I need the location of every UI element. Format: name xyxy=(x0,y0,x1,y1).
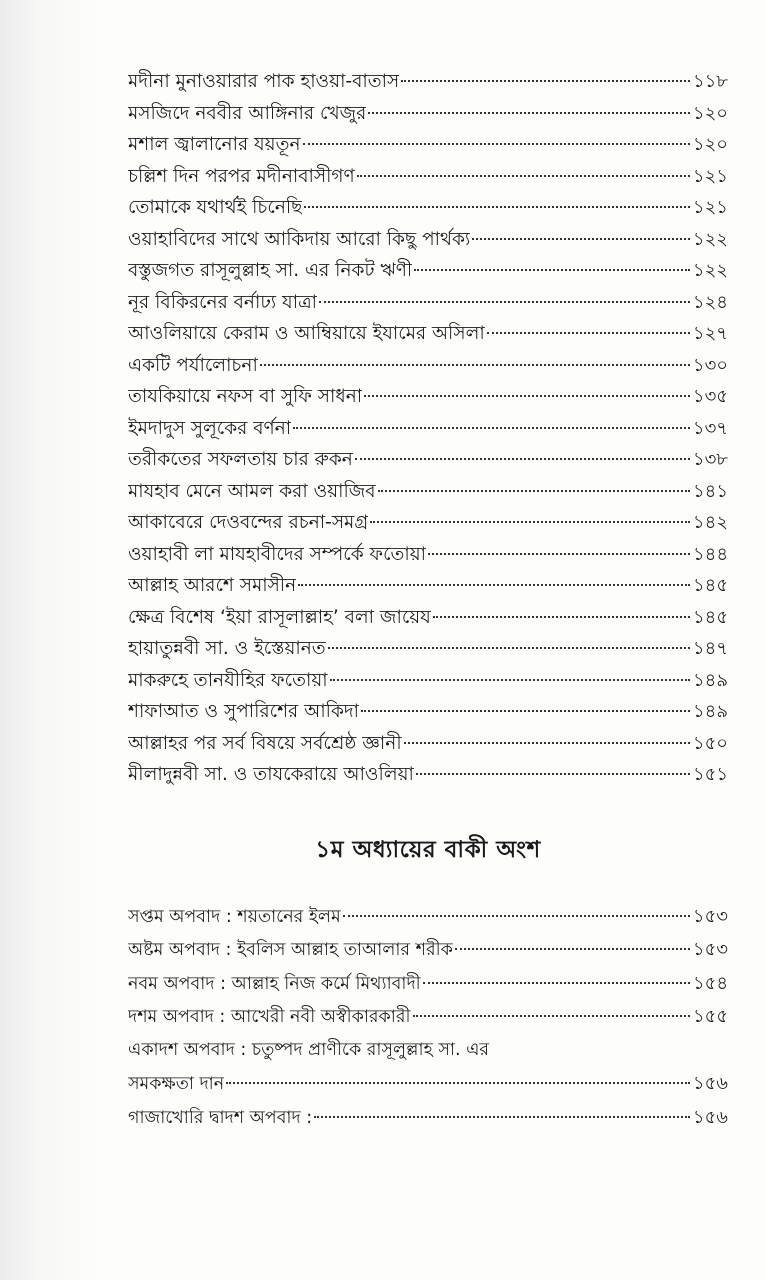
toc-entry-page: ১৫৩ xyxy=(692,905,728,927)
toc-entry-page: ১২২ xyxy=(692,228,728,250)
leader-dots xyxy=(378,490,690,492)
leader-dots xyxy=(364,395,690,397)
leader-dots xyxy=(303,143,691,145)
toc-entry-page: ১৩০ xyxy=(692,354,728,376)
toc-entry xyxy=(128,602,728,634)
toc-entry-title: তোমাকে যথার্থই চিনেছি xyxy=(128,197,303,218)
toc-entry xyxy=(128,759,728,791)
toc-entry xyxy=(128,381,728,413)
toc-entry xyxy=(128,933,728,967)
table-of-contents xyxy=(128,66,728,791)
toc-entry-title: আওলিয়ায়ে কেরাম ও আম্বিয়ায়ে ইযামের অসিলা xyxy=(128,323,485,344)
toc-entry-title: শাফাআত ও সুপারিশের আকিদা xyxy=(128,701,359,722)
toc-entry xyxy=(128,728,728,760)
toc-entry-page: ১৫৬ xyxy=(692,1106,728,1128)
leader-dots xyxy=(370,521,690,523)
toc-entry-title: ওয়াহাবিদের সাথে আকিদায় আরো কিছু পার্থক্য xyxy=(128,228,471,250)
toc-entry-title: তাযকিয়ায়ে নফস বা সুফি সাধনা xyxy=(128,386,363,407)
leader-dots xyxy=(343,915,690,917)
toc-entry xyxy=(128,98,728,130)
toc-entry xyxy=(128,539,728,571)
toc-entry-title: তরীকতের সফলতায় চার রুকন xyxy=(128,449,353,470)
toc-entry-title: অষ্টম অপবাদ : ইবলিস আল্লাহ তাআলার শরীক xyxy=(128,940,453,960)
toc-entry-page: ১৪২ xyxy=(692,512,728,533)
leader-dots xyxy=(226,1082,690,1084)
leader-dots xyxy=(319,301,690,303)
toc-entry-page: ১৫৫ xyxy=(692,1006,728,1027)
toc-entry-title: একটি পর্যালোচনা xyxy=(128,354,258,376)
toc-entry-title: মশাল জ্বালানোর যয়তূন xyxy=(128,134,301,155)
toc-entry-page: ১২৪ xyxy=(692,291,728,313)
toc-entry xyxy=(128,900,728,934)
toc-entry-page: ১৪৯ xyxy=(692,669,728,691)
toc-entry-title: আকাবেরে দেওবন্দের রচনা-সমগ্র xyxy=(128,512,369,533)
toc-entry-page: ১২৭ xyxy=(692,323,728,344)
leader-dots xyxy=(355,458,690,460)
leader-dots xyxy=(304,206,690,208)
toc-entry xyxy=(128,192,728,224)
toc-entry xyxy=(128,413,728,445)
toc-entry-page: ১২১ xyxy=(692,197,728,218)
toc-entry xyxy=(128,129,728,161)
leader-dots xyxy=(368,112,690,114)
toc-entry xyxy=(128,318,728,350)
toc-entry xyxy=(128,224,728,256)
toc-entry-page: ১৩৭ xyxy=(692,417,728,439)
toc-entry-page: ১৩৫ xyxy=(692,386,728,407)
toc-entry-page: ১৫৬ xyxy=(692,1073,728,1094)
toc-entry-title: হায়াতুন্নবী সা. ও ইস্তেয়ানত xyxy=(128,638,326,659)
leader-dots xyxy=(293,427,690,429)
toc-entry xyxy=(128,287,728,319)
toc-entry-title: চল্লিশ দিন পরপর মদীনাবাসীগণ xyxy=(128,165,355,187)
leader-dots xyxy=(361,710,690,712)
toc-entry-title: গাজাখোরি দ্বাদশ অপবাদ : xyxy=(128,1107,313,1128)
toc-entry-title: মসজিদে নববীর আঙ্গিনার খেজুর xyxy=(128,102,367,124)
leader-dots xyxy=(414,269,690,271)
leader-dots xyxy=(487,332,690,334)
toc-entry-page: ১৫১ xyxy=(692,764,728,785)
leader-dots xyxy=(455,948,690,950)
toc-entry-page: ১৫৪ xyxy=(692,972,728,994)
toc-entry xyxy=(128,1000,728,1034)
leader-dots xyxy=(416,773,690,775)
toc-entry-title: মাকরুহে তানযীহির ফতোয়া xyxy=(128,669,328,691)
toc-entry-page: ১২২ xyxy=(692,260,728,281)
toc-entry-title: ওয়াহাবী লা মাযহাবীদের সম্পর্কে ফতোয়া xyxy=(128,543,427,565)
toc-entry-page: ১৪৯ xyxy=(692,701,728,722)
toc-entry-title: মাযহাব মেনে আমল করা ওয়াজিব xyxy=(128,480,376,502)
toc-entry-page: ১৩৮ xyxy=(692,449,728,470)
toc-entry-title: সমকক্ষতা দান xyxy=(128,1074,225,1094)
toc-entry-title: আল্লাহর পর সর্ব বিষয়ে সর্বশ্রেষ্ঠ জ্ঞানী xyxy=(128,732,402,754)
toc-entry-page: ১৪১ xyxy=(692,480,728,502)
toc-entry-title: ক্ষেত্র বিশেষ ‘ইয়া রাসূলাল্লাহ’ বলা জায়েয xyxy=(128,606,431,628)
toc-entry-page: ১৫৩ xyxy=(692,939,728,960)
toc-entry-title: ইমদাদুস সুলূকের বর্ণনা xyxy=(128,417,292,439)
leader-dots xyxy=(401,80,690,82)
toc-entry-page: ১২০ xyxy=(692,102,728,124)
toc-entry xyxy=(128,1034,728,1068)
toc-entry xyxy=(128,1101,728,1135)
leader-dots xyxy=(260,364,690,366)
toc-entry xyxy=(128,665,728,697)
toc-entry xyxy=(128,255,728,287)
toc-entry xyxy=(128,696,728,728)
leader-dots xyxy=(413,1015,691,1017)
toc-entry xyxy=(128,507,728,539)
toc-entry-title: দশম অপবাদ : আখেরী নবী অস্বীকারকারী xyxy=(128,1007,411,1027)
toc-entry xyxy=(128,161,728,193)
toc-entry-title: আল্লাহ আরশে সমাসীন xyxy=(128,575,297,596)
toc-entry-page: ১৫০ xyxy=(692,732,728,754)
toc-entry-page: ১৪৪ xyxy=(692,543,728,565)
toc-entry-title: নবম অপবাদ : আল্লাহ নিজ কর্মে মিথ্যাবাদী xyxy=(128,973,421,994)
toc-entry-page: ১৪৫ xyxy=(692,575,728,596)
toc-entry-title: নূর বিকিরনের বর্নাঢ্য যাত্রা xyxy=(128,291,318,313)
leader-dots xyxy=(428,553,690,555)
leader-dots xyxy=(330,679,690,681)
toc-entry xyxy=(128,476,728,508)
table-of-contents-continued xyxy=(128,900,728,1135)
toc-entry xyxy=(128,444,728,476)
leader-dots xyxy=(328,647,690,649)
toc-entry-title: মীলাদুন্নবী সা. ও তাযকেরায়ে আওলিয়া xyxy=(128,764,414,785)
leader-dots xyxy=(472,238,690,240)
toc-entry xyxy=(128,350,728,382)
toc-entry-page: ১২০ xyxy=(692,134,728,155)
toc-entry-page: ১৪৭ xyxy=(692,638,728,659)
leader-dots xyxy=(404,742,690,744)
toc-entry-title: একাদশ অপবাদ : চতুষ্পদ প্রাণীকে রাসূলুল্লাহ সা. এর xyxy=(128,1039,490,1060)
toc-entry-title: মদীনা মুনাওয়ারার পাক হাওয়া-বাতাস xyxy=(128,71,400,92)
toc-entry xyxy=(128,570,728,602)
section-heading: ১ম অধ্যায়ের বাকী অংশ xyxy=(315,836,541,863)
leader-dots xyxy=(433,616,690,618)
toc-entry-title: সপ্তম অপবাদ : শয়তানের ইলম xyxy=(128,906,341,927)
leader-dots xyxy=(314,1116,690,1118)
leader-dots xyxy=(357,175,690,177)
toc-entry xyxy=(128,66,728,98)
toc-entry-page: ১১৮ xyxy=(692,71,728,92)
toc-entry-title: বস্তুজগত রাসূলুল্লাহ সা. এর নিকট ঋণী xyxy=(128,260,413,281)
leader-dots xyxy=(423,982,690,984)
toc-entry-page: ১৪৫ xyxy=(692,606,728,628)
toc-entry-page: ১২১ xyxy=(692,165,728,187)
toc-entry xyxy=(128,967,728,1001)
toc-entry xyxy=(128,1067,728,1101)
leader-dots xyxy=(298,584,690,586)
toc-entry xyxy=(128,633,728,665)
